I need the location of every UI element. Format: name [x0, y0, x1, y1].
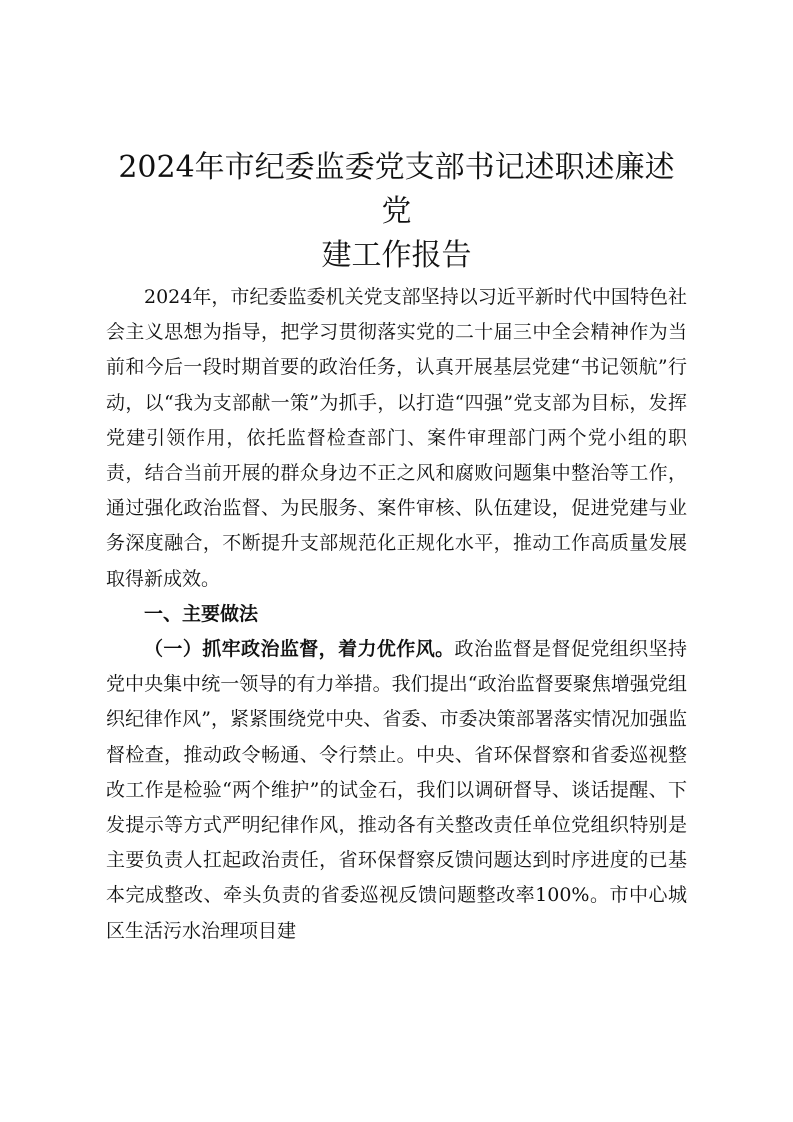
subsection-body-1: 政治监督是督促党组织坚持党中央集中统一领导的有力举措。我们提出“政治监督要聚焦增强党组织纪律作风”，紧紧围绕党中央、省委、市委决策部署落实情况加强监督检查，推动政令畅通、令行禁止。中央、省环保督察和省委巡视整改工作是检验“两个维护”的试金石，我们以调研督导、谈话提醒、下发提示等方式严明纪律作风，推动各有关整改责任单位党组织特别是主要负责人扛起政治责任，省环保督察反馈问题达到时序进度的已基本完成整改、牵头负责的省委巡视反馈问题整改率100%。市中心城区生活污水治理项目建: [106, 638, 687, 942]
subsection-paragraph-1: [106, 632, 687, 949]
intro-paragraph: 2024年，市纪委监委机关党支部坚持以习近平新时代中国特色社会主义思想为指导，把学习贯彻落实党的二十届三中全会精神作为当前和今后一段时期首要的政治任务，认真开展基层党建“书记领航”行动，以“我为支部献一策”为抓手，以打造“四强”党支部为目标，发挥党建引领作用，依托监督检查部门、案件审理部门两个党小组的职责，结合当前开展的群众身边不正之风和腐败问题集中整治等工作，通过强化政治监督、为民服务、案件审核、队伍建设，促进党建与业务深度融合，不断提升支部规范化正规化水平，推动工作高质量发展取得新成效。: [106, 286, 687, 590]
section-heading-main-practices: 一、主要做法: [144, 602, 259, 625]
subsection-lead-1: （一）抓牢政治监督，着力优作风。: [144, 638, 455, 661]
document-title: [106, 146, 687, 278]
title-line-1: 2024年市纪委监委党支部书记述职述廉述党: [118, 150, 675, 229]
title-line-2: 建工作报告: [321, 238, 472, 273]
